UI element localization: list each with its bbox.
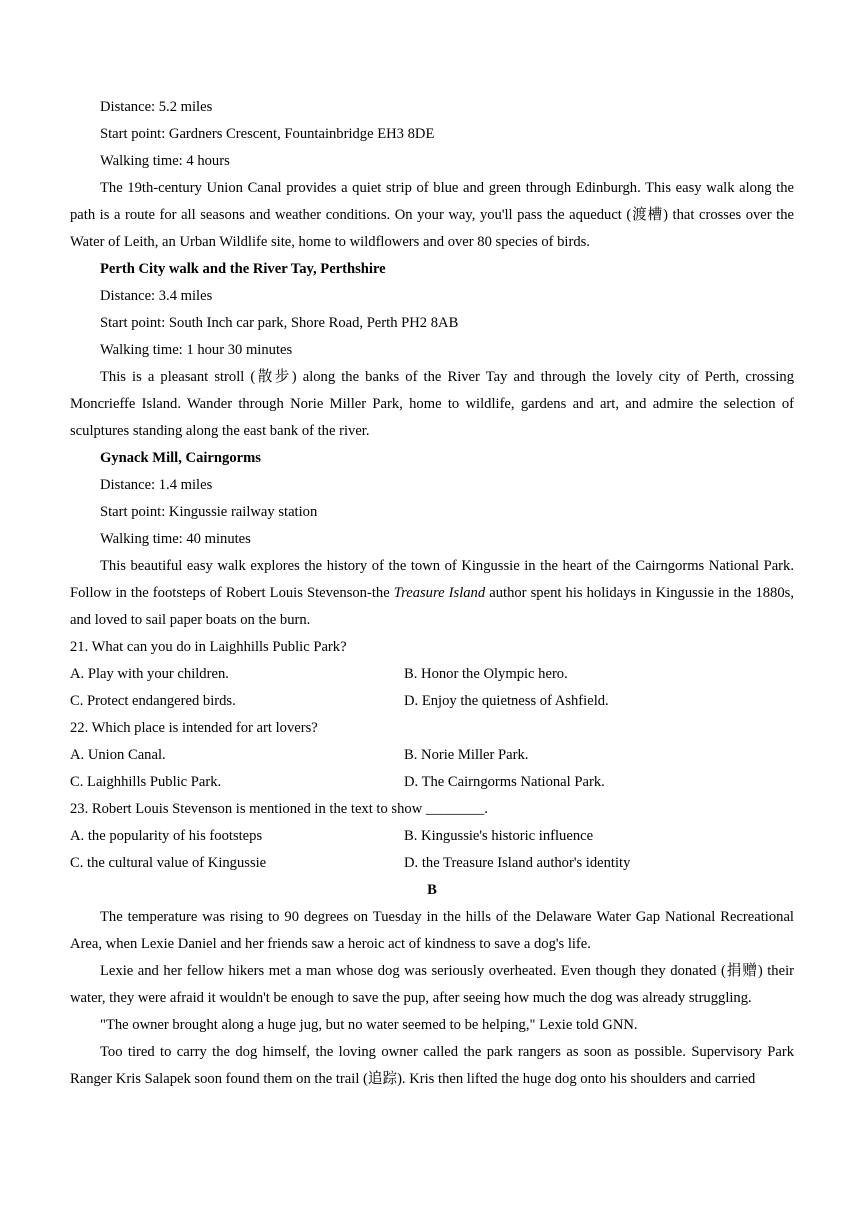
option-c: C. Laighhills Public Park. (70, 774, 222, 790)
option-b: B. Kingussie's historic influence (404, 828, 594, 844)
treasure-island-title: Treasure Island (393, 585, 486, 601)
question-23-options-row-1 (70, 823, 794, 850)
question-22-options-row-2 (70, 769, 794, 796)
perth-distance: Distance: 3.4 miles (100, 288, 213, 304)
option-a: A. the popularity of his footsteps (70, 828, 263, 844)
option-d: D. the Treasure Island author's identity (404, 855, 631, 871)
option-b: B. Honor the Olympic hero. (404, 666, 568, 682)
gynack-distance: Distance: 1.4 miles (100, 477, 213, 493)
perth-time: Walking time: 1 hour 30 minutes (100, 342, 293, 358)
gynack-time: Walking time: 40 minutes (100, 531, 251, 547)
question-23-options-row-2 (70, 850, 794, 877)
option-a: A. Union Canal. (70, 747, 166, 763)
option-d: D. The Cairngorms National Park. (404, 774, 605, 790)
union-canal-start: Start point: Gardners Crescent, Fountainbridge EH3 8DE (100, 126, 435, 142)
question-22-options-row-1 (70, 742, 794, 769)
question-23: 23. Robert Louis Stevenson is mentioned in the text to show ________. (70, 801, 488, 817)
perth-start: Start point: South Inch car park, Shore Road, Perth PH2 8AB (100, 315, 459, 331)
option-a: A. Play with your children. (70, 666, 229, 682)
question-21-options-row-1 (70, 661, 794, 688)
document-page (70, 94, 794, 1093)
question-21: 21. What can you do in Laighhills Public Park? (70, 639, 347, 655)
section-b-heading: B (427, 882, 437, 898)
gynack-desc-part-a: This beautiful easy walk explores the history of the town of Kingussie in the heart of the Cairngorms National Park. Follow in the footsteps of Robert Louis Stevenson-the (70, 558, 794, 601)
question-21-options-row-2 (70, 688, 794, 715)
gynack-desc-part-b: author spent his holidays in Kingussie in the 1880s, and loved to sail paper boats on the burn. (70, 585, 794, 628)
option-c: C. the cultural value of Kingussie (70, 855, 267, 871)
perth-title: Perth City walk and the River Tay, Perthshire (100, 261, 386, 277)
gynack-description (70, 553, 794, 634)
gynack-start: Start point: Kingussie railway station (100, 504, 318, 520)
section-b-paragraph-2: Lexie and her fellow hikers met a man whose dog was seriously overheated. Even though they donated (捐赠) their water, they were afraid it wouldn't be enough to save the pup, after seeing how much the dog was already struggling. (70, 963, 794, 1006)
section-b-paragraph-1: The temperature was rising to 90 degrees on Tuesday in the hills of the Delaware Water Gap National Recreational Area, when Lexie Daniel and her friends saw a heroic act of kindness to save a dog's life. (70, 909, 794, 952)
option-b: B. Norie Miller Park. (404, 747, 529, 763)
perth-description: This is a pleasant stroll (散步) along the banks of the River Tay and through the lovely city of Perth, crossing Moncrieffe Island. Wander through Norie Miller Park, home to wildlife, gardens and art, and admire the selection of sculptures standing along the east bank of the river. (70, 369, 794, 439)
union-canal-time: Walking time: 4 hours (100, 153, 230, 169)
gynack-title: Gynack Mill, Cairngorms (100, 450, 261, 466)
option-d: D. Enjoy the quietness of Ashfield. (404, 693, 609, 709)
union-canal-distance: Distance: 5.2 miles (100, 99, 213, 115)
section-b-paragraph-4: Too tired to carry the dog himself, the loving owner called the park rangers as soon as possible. Supervisory Park Ranger Kris Salapek soon found them on the trail (追踪). Kris then lifted the huge dog onto his shoulders and carried (70, 1044, 794, 1087)
question-22: 22. Which place is intended for art lovers? (70, 720, 318, 736)
section-b-paragraph-3: "The owner brought along a huge jug, but no water seemed to be helping," Lexie told GNN. (100, 1017, 638, 1033)
option-c: C. Protect endangered birds. (70, 693, 236, 709)
union-canal-description: The 19th-century Union Canal provides a quiet strip of blue and green through Edinburgh. This easy walk along the path is a route for all seasons and weather conditions. On your way, you'll pass the aqueduct (渡槽) that crosses over the Water of Leith, an Urban Wildlife site, home to wildflowers and over 80 species of birds. (70, 180, 794, 250)
